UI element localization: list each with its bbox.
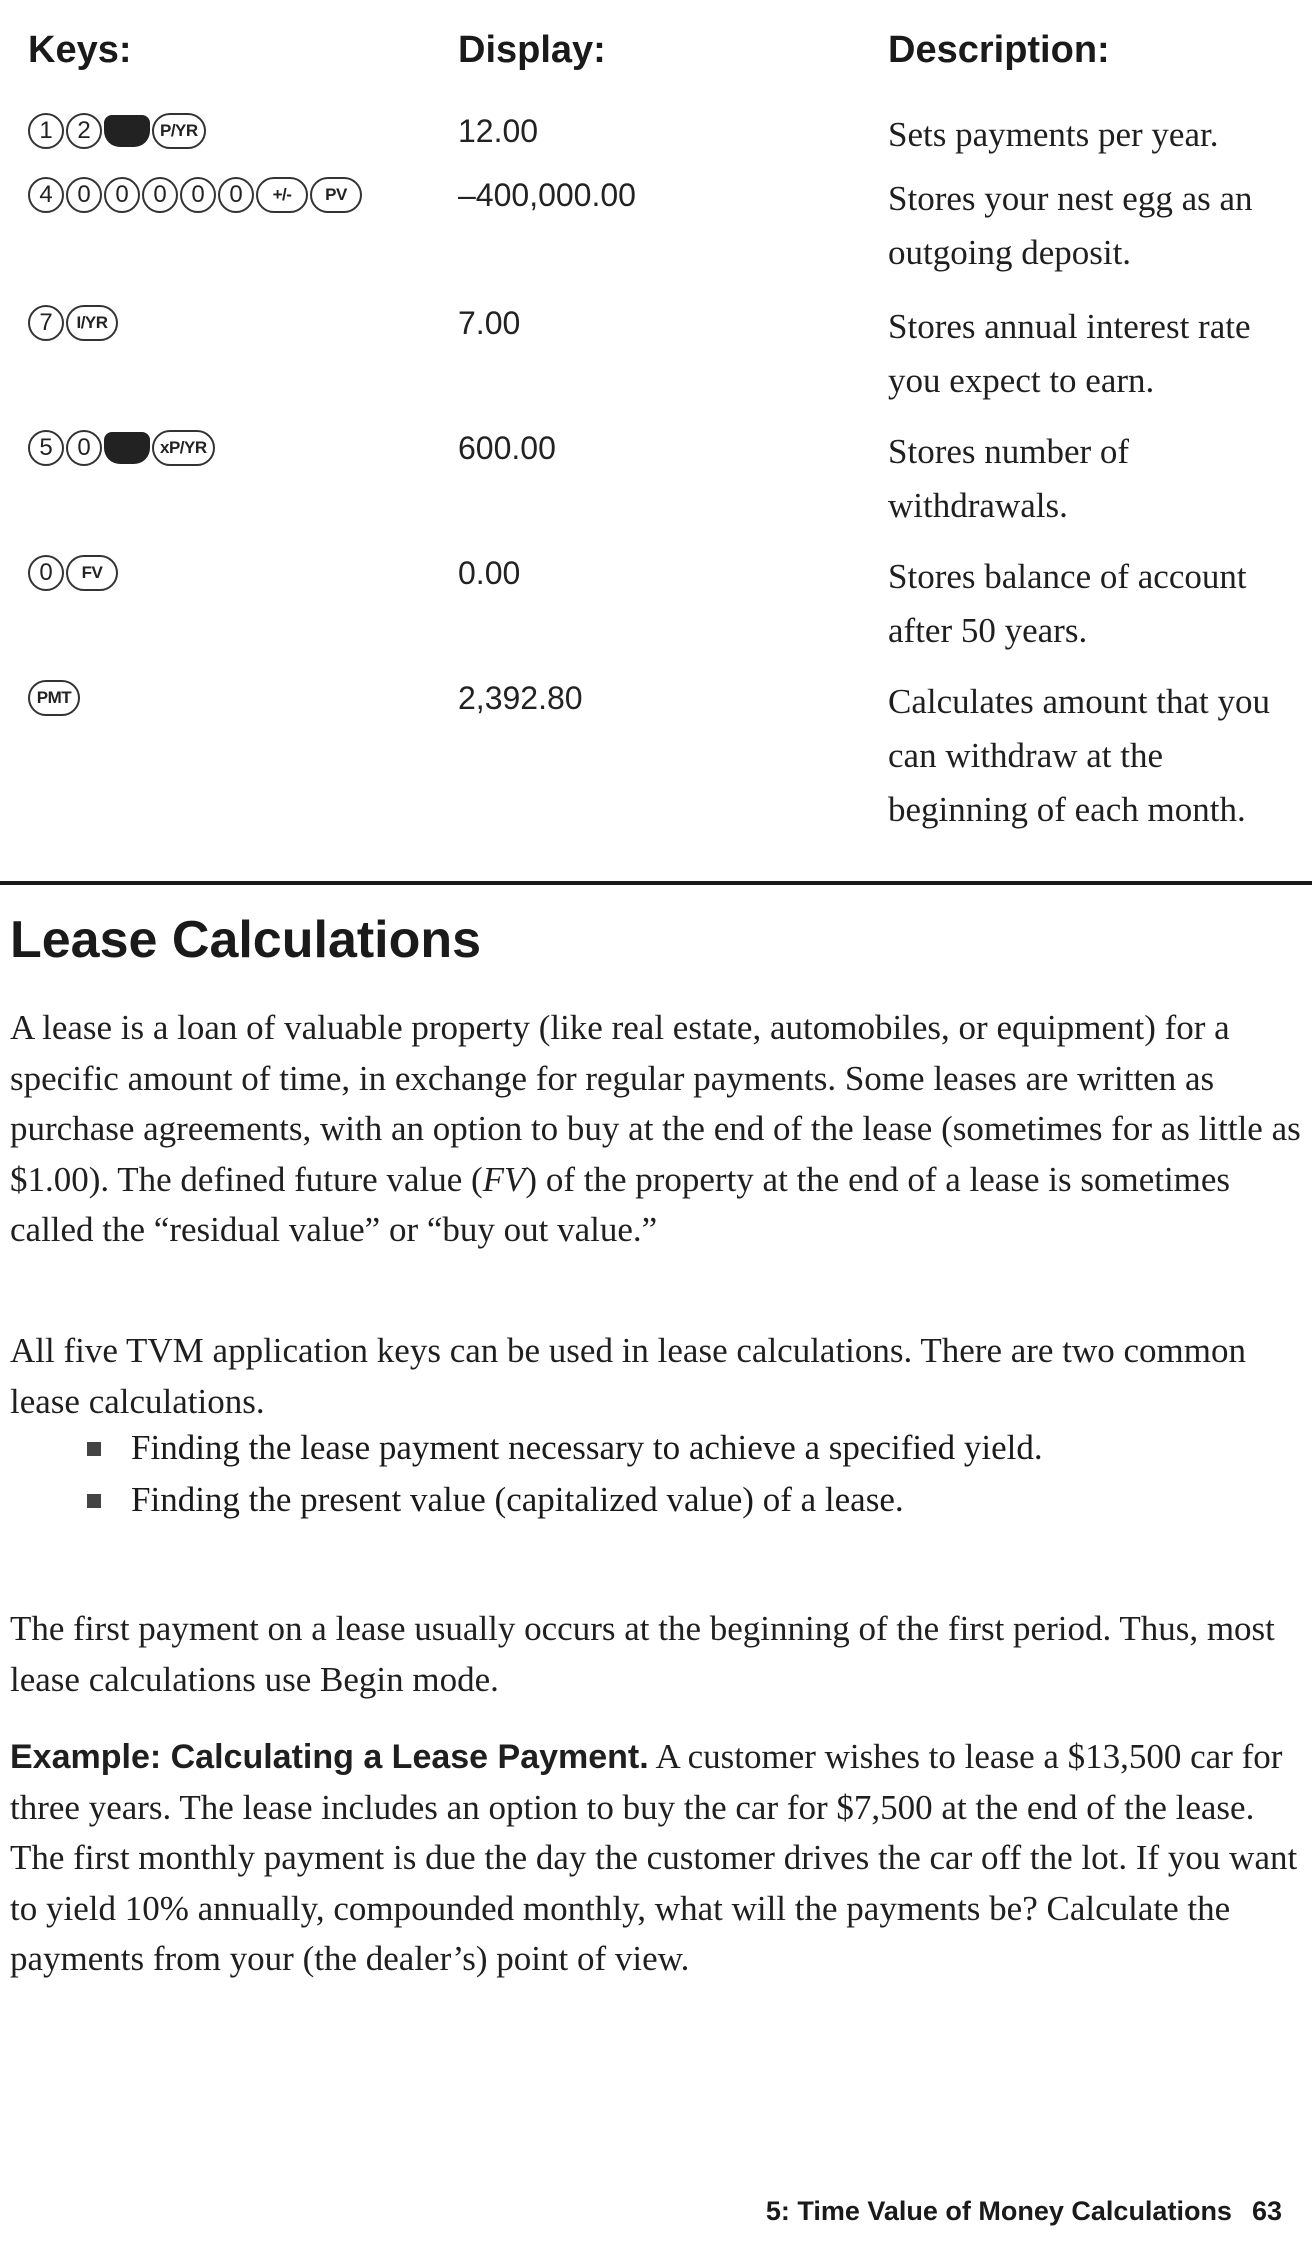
digit-key-icon: 1: [28, 113, 64, 149]
p-yr-key-icon: P/YR: [152, 113, 206, 149]
pv-key-icon: PV: [310, 177, 362, 213]
display-value: –400,000.00: [458, 177, 636, 213]
example-body: A customer wishes to lease a $13,500 car for three years. The lease includes an option to buy the car for $7,500 at the end of the lease. The first monthly payment is due the day the customer drives the car off the lot. If you want to yield 10% annually, compounded monthly, what will the payments be? Calculate the payments from your (the dealer’s) point of view.: [10, 1737, 1298, 1978]
pmt-key-icon: PMT: [28, 680, 80, 716]
table-body: [28, 108, 1308, 835]
display-value: 600.00: [458, 430, 556, 466]
keystroke-sequence: [28, 300, 458, 346]
digit-key-icon: 5: [28, 430, 64, 466]
display-header: Display:: [458, 29, 606, 71]
bullet-icon: [87, 1442, 101, 1456]
table-row: [28, 172, 1308, 300]
description-header: Description:: [888, 29, 1110, 71]
change-sign-key-icon: +/-: [256, 177, 308, 213]
tvm-keys-paragraph: All five TVM application keys can be used in lease calculations. There are two common lease calculations.: [10, 1331, 1246, 1421]
step-description: Stores balance of account after 50 years.: [888, 557, 1247, 650]
digit-key-icon: 0: [142, 177, 178, 213]
keystroke-sequence: [28, 550, 458, 596]
list-item: [10, 1422, 1300, 1474]
lease-definition-text-b: ) of the property at the end of a lease is sometimes called the “residual value” or “buy out value.”: [10, 1159, 1231, 1249]
section-title: Lease Calculations: [10, 911, 482, 969]
page-number: 63: [1251, 2196, 1282, 2226]
step-description: Calculates amount that you can withdraw at the beginning of each month.: [888, 682, 1270, 829]
example-title: Example: Calculating a Lease Payment.: [10, 1738, 649, 1776]
page-footer: [766, 2196, 1282, 2227]
step-description: Stores your nest egg as an outgoing deposit.: [888, 179, 1253, 272]
lease-definition-text-a: A lease is a loan of valuable property (like real estate, automobiles, or equipment) for a specific amount of time, in exchange for regular payments. Some leases are written as purchase agreements, with an option to buy at the end of the lease (sometimes for as little as $1.00). The defined future value (: [10, 1008, 1301, 1199]
display-value: 0.00: [458, 555, 521, 591]
keystroke-sequence: [28, 172, 458, 218]
display-value: 2,392.80: [458, 680, 583, 716]
list-item-text: Finding the lease payment necessary to achieve a specified yield.: [131, 1428, 1043, 1467]
lease-calculation-list: [10, 1422, 1300, 1526]
digit-key-icon: 0: [28, 555, 64, 591]
digit-key-icon: 7: [28, 305, 64, 341]
digit-key-icon: 0: [218, 177, 254, 213]
fv-key-icon: FV: [66, 555, 118, 591]
step-description: Stores number of withdrawals.: [888, 432, 1130, 525]
step-description: Sets payments per year.: [888, 115, 1219, 154]
section-divider: [0, 881, 1312, 885]
table-row: [28, 550, 1308, 675]
lease-definition-paragraph: [10, 1003, 1305, 1256]
digit-key-icon: 0: [66, 430, 102, 466]
table-row: [28, 300, 1308, 425]
display-value: 12.00: [458, 113, 539, 149]
x-p-yr-key-icon: xP/YR: [152, 430, 215, 466]
digit-key-icon: 2: [66, 113, 102, 149]
i-yr-key-icon: I/YR: [66, 305, 118, 341]
keystroke-sequence: [28, 675, 458, 721]
fv-abbreviation: FV: [482, 1159, 526, 1199]
keystroke-table: [28, 28, 1308, 835]
bullet-icon: [87, 1494, 101, 1508]
example-paragraph: [10, 1732, 1305, 1985]
table-header: [28, 28, 1308, 108]
shift-key-icon: [104, 115, 150, 147]
list-item-text: Finding the present value (capitalized value) of a lease.: [131, 1480, 904, 1519]
keys-header: Keys:: [28, 29, 132, 71]
digit-key-icon: 0: [180, 177, 216, 213]
shift-key-icon: [104, 432, 150, 464]
step-description: Stores annual interest rate you expect to earn.: [888, 307, 1251, 400]
list-item: [10, 1474, 1300, 1526]
table-row: [28, 108, 1308, 172]
display-value: 7.00: [458, 305, 521, 341]
keystroke-sequence: [28, 108, 458, 154]
keystroke-sequence: [28, 425, 458, 471]
table-row: [28, 675, 1308, 835]
digit-key-icon: 4: [28, 177, 64, 213]
digit-key-icon: 0: [66, 177, 102, 213]
digit-key-icon: 0: [104, 177, 140, 213]
chapter-title: 5: Time Value of Money Calculations: [765, 2196, 1232, 2226]
begin-mode-paragraph: The first payment on a lease usually occurs at the beginning of the first period. Thus, most lease calculations use Begin mode.: [10, 1609, 1275, 1699]
table-row: [28, 425, 1308, 550]
